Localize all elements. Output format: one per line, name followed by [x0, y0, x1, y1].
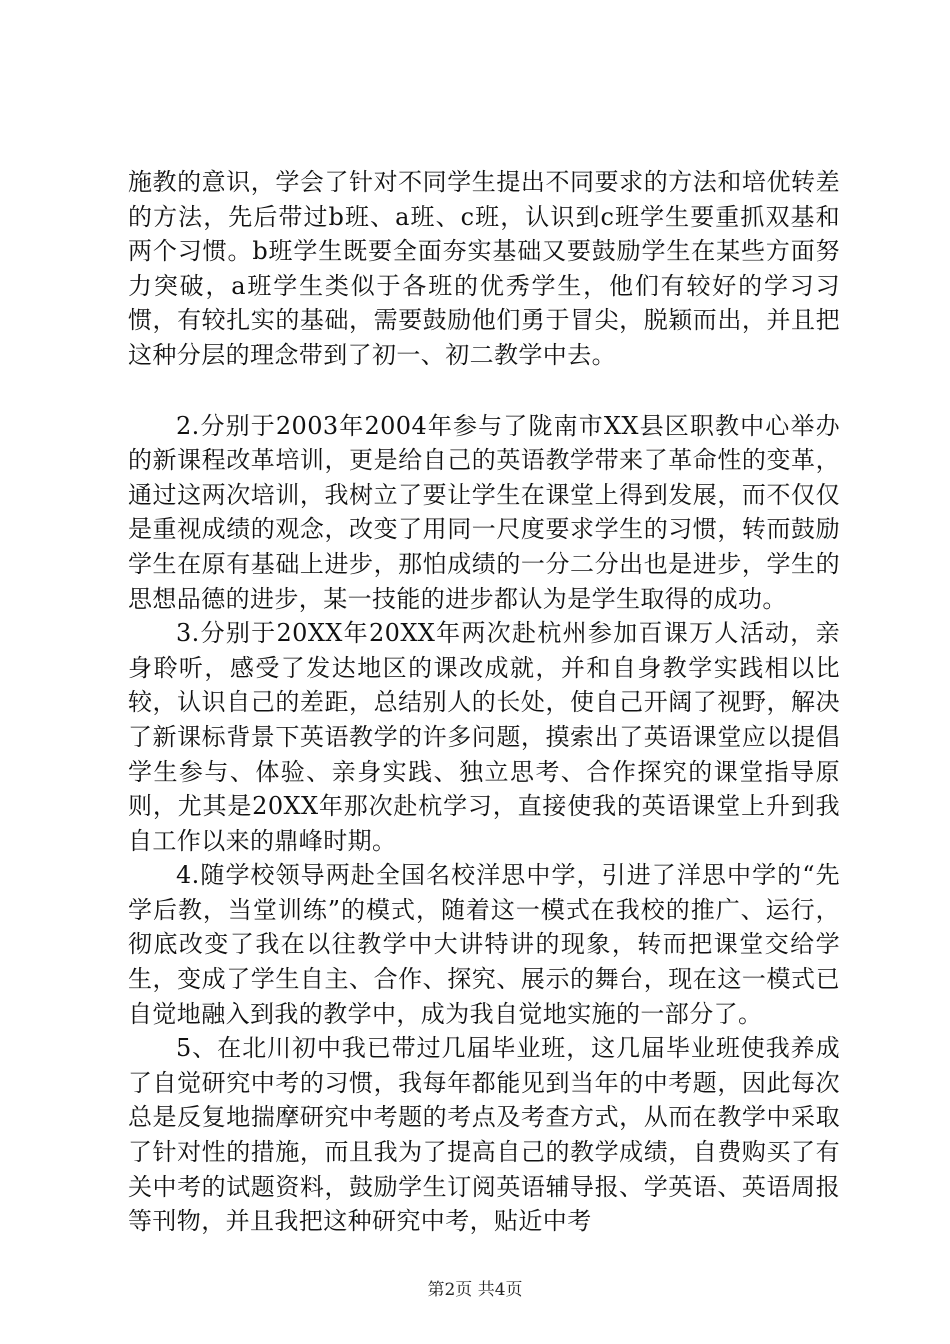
- page-footer: 第2页 共4页: [427, 1280, 523, 1300]
- paragraph-item-4: 4.随学校领导两赴全国名校洋思中学，引进了洋思中学的“先学后教，当堂训练”的模式，随着这一模式在我校的推广、运行，彻底改变了我在以往教学中大讲特讲的现象，转而把课堂交给学生，变成了学生自主、合作、探究、展示的舞台，现在这一模式已自觉地融入到我的教学中，成为我自觉地实施的一部分了。: [128, 861, 840, 1028]
- paragraph-continuation: 施教的意识，学会了针对不同学生提出不同要求的方法和培优转差的方法，先后带过b班、a班、c班，认识到c班学生要重抓双基和两个习惯。b班学生既要全面夯实基础又要鼓励学生在某些方面努力突破，a班学生类似于各班的优秀学生，他们有较好的学习习惯，有较扎实的基础，需要鼓励他们勇于冒尖，脱颖而出，并且把这种分层的理念带到了初一、初二教学中去。: [128, 168, 840, 369]
- document-body: [128, 165, 840, 1239]
- paragraph-item-2: 2.分别于2003年2004年参与了陇南市XX县区职教中心举办的新课程改革培训，更是给自己的英语教学带来了革命性的变革，通过这两次培训，我树立了要让学生在课堂上得到发展，而不仅仅是重视成绩的观念，改变了用同一尺度要求学生的习惯，转而鼓励学生在原有基础上进步，那怕成绩的一分二分出也是进步，学生的思想品德的进步，某一技能的进步都认为是学生取得的成功。: [128, 411, 840, 613]
- paragraph-spacer: [128, 373, 840, 409]
- paragraph-item-5: 5、在北川初中我已带过几届毕业班，这几届毕业班使我养成了自觉研究中考的习惯，我每年都能见到当年的中考题，因此每次总是反复地揣摩研究中考题的考点及考查方式，从而在教学中采取了针对性的措施，而且我为了提高自己的教学成绩，自费购买了有关中考的试题资料，鼓励学生订阅英语辅导报、学英语、英语周报等刊物，并且我把这种研究中考，贴近中考: [128, 1034, 840, 1236]
- paragraph-item-3: 3.分别于20XX年20XX年两次赴杭州参加百课万人活动，亲身聆听，感受了发达地区的课改成就，并和自身教学实践相以比较，认识自己的差距，总结别人的长处，使自己开阔了视野，解决了新课标背景下英语教学的许多问题，摸索出了英语课堂应以提倡学生参与、体验、亲身实践、独立思考、合作探究的课堂指导原则，尤其是20XX年那次赴杭学习，直接使我的英语课堂上升到我自工作以来的鼎峰时期。: [128, 619, 840, 855]
